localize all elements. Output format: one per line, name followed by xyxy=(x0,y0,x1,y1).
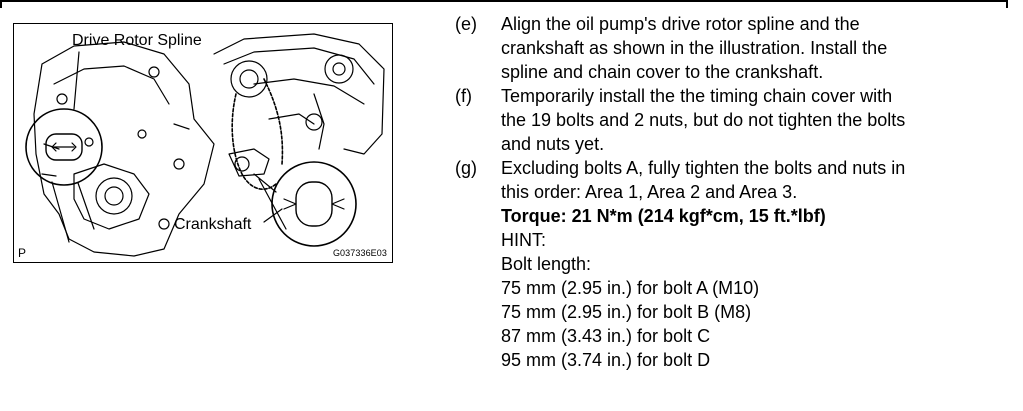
drive-rotor-spline-label: Drive Rotor Spline xyxy=(72,32,202,49)
hint-label: HINT: xyxy=(501,230,546,250)
bolt-length-item: 75 mm (2.95 in.) for bolt B (M8) xyxy=(501,302,752,322)
top-border-right-tick xyxy=(1006,0,1008,8)
step-g xyxy=(455,156,1015,372)
bolt-length-item: 75 mm (2.95 in.) for bolt A (M10) xyxy=(501,278,760,298)
figure-corner-mark: P xyxy=(18,246,27,260)
step-text-line: and nuts yet. xyxy=(501,134,605,154)
step-marker: (e) xyxy=(455,14,477,34)
step-marker: (g) xyxy=(455,158,477,178)
top-border-left-tick xyxy=(0,0,2,8)
step-marker: (f) xyxy=(455,86,472,106)
figure-code: G037336E03 xyxy=(332,248,387,258)
crankshaft-label: Crankshaft xyxy=(174,216,252,233)
bolt-length-item: 87 mm (3.43 in.) for bolt C xyxy=(501,326,711,346)
torque-spec: Torque: 21 N*m (214 kgf*cm, 15 ft.*lbf) xyxy=(501,206,826,226)
step-e xyxy=(455,12,1015,84)
step-f xyxy=(455,84,1015,156)
step-text-line: Temporarily install the the timing chain cover with xyxy=(501,86,893,106)
bolt-length-item: 95 mm (3.74 in.) for bolt D xyxy=(501,350,711,370)
step-text-line: spline and chain cover to the crankshaft. xyxy=(501,62,824,82)
step-text-line: this order: Area 1, Area 2 and Area 3. xyxy=(501,182,798,202)
step-text-line: Excluding bolts A, fully tighten the bolts and nuts in xyxy=(501,158,906,178)
top-border-rule xyxy=(0,0,1008,2)
step-text-line: crankshaft as shown in the illustration. Install the xyxy=(501,38,888,58)
procedure-steps xyxy=(455,12,1015,372)
step-text-line: the 19 bolts and 2 nuts, but do not tighten the bolts xyxy=(501,110,906,130)
bolt-length-label: Bolt length: xyxy=(501,254,592,274)
step-text-line: Align the oil pump's drive rotor spline and the xyxy=(501,14,860,34)
illustration-figure xyxy=(13,23,393,263)
